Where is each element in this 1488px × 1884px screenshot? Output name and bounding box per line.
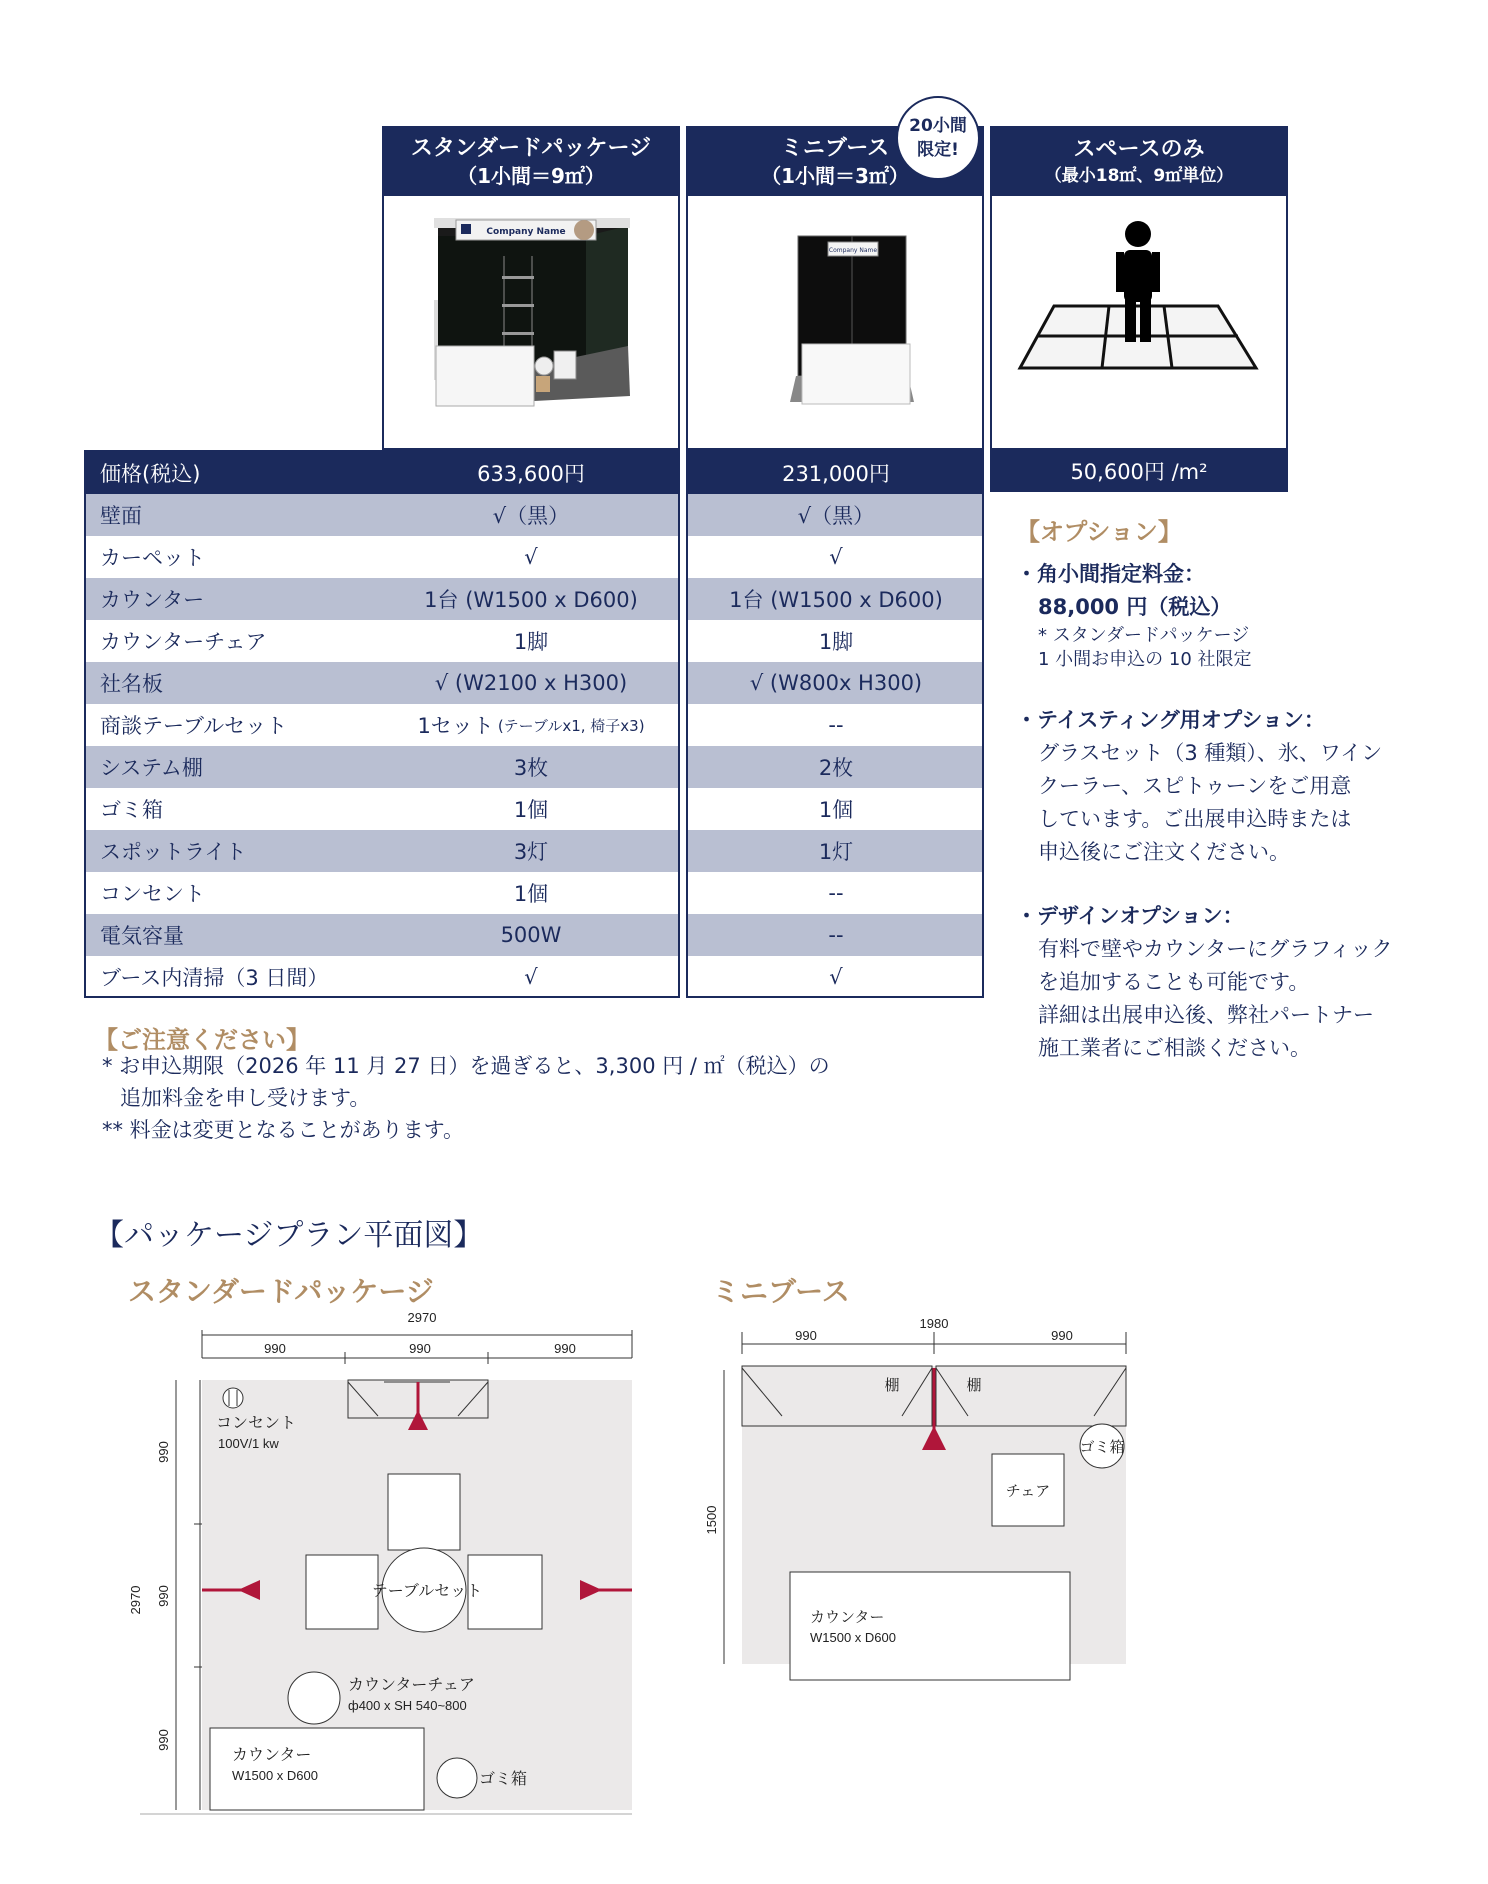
row-mini: [688, 956, 984, 998]
row-label: [84, 956, 382, 998]
row-mini: [688, 872, 984, 914]
table-row: [84, 494, 984, 536]
row-label: [84, 620, 382, 662]
table-row: [84, 914, 984, 956]
row-label: [84, 914, 382, 956]
row-mini-text: 1脚: [818, 630, 854, 654]
std-dim-s1: 990: [156, 1441, 171, 1463]
row-mini: [688, 494, 984, 536]
std-dim-s2: 990: [156, 1585, 171, 1607]
row-standard-text: 500W: [500, 923, 562, 947]
row-standard: [382, 704, 680, 746]
design-l3: 詳細は出展申込後、弊社パートナー: [1038, 1003, 1374, 1027]
corner-note1: * スタンダードパッケージ: [1038, 625, 1250, 646]
row-label: [84, 830, 382, 872]
mini-booth-title: ミニブース: [780, 136, 890, 161]
row-label: [84, 872, 382, 914]
table-row: [84, 662, 984, 704]
row-label: [84, 704, 382, 746]
table-row: [84, 872, 984, 914]
table-row: [84, 536, 984, 578]
mini-dim-b: 990: [1051, 1328, 1073, 1343]
table-row: [84, 704, 984, 746]
row-mini-text: 1個: [818, 798, 854, 822]
note-2: ** 料金は変更となることがあります。: [102, 1118, 464, 1142]
corner-note2: 1 小間お申込の 10 社限定: [1038, 649, 1252, 670]
space-only-title: スペースのみ: [1073, 137, 1205, 162]
row-label-text: ブース内清掃（3 日間）: [100, 966, 329, 990]
row-standard: [382, 578, 680, 620]
options-title: 【オプション】: [1016, 518, 1182, 546]
row-mini: [688, 620, 984, 662]
space-only-sub: （最小18㎡、9㎡単位）: [1044, 166, 1234, 186]
table-row: [84, 452, 984, 494]
row-mini-text: --: [828, 713, 844, 737]
std-outlet-spec: 100V/1 kw: [218, 1436, 279, 1451]
row-standard: [382, 452, 680, 494]
row-standard: [382, 620, 680, 662]
row-mini: [688, 452, 984, 494]
mini-floor-plan: [706, 1306, 1136, 1686]
limited-badge: [896, 96, 980, 180]
design-l2: を追加することも可能です。: [1038, 970, 1310, 994]
row-label-text: カウンターチェア: [100, 630, 267, 654]
mini-shelf1: 棚: [884, 1377, 900, 1394]
mini-dim-side: 1500: [704, 1505, 719, 1535]
mini-dim-total: 1980: [919, 1316, 949, 1331]
mini-dim-a: 990: [795, 1328, 817, 1343]
standard-sign-text: Company Name: [486, 227, 566, 237]
row-mini-text: √: [829, 965, 843, 989]
mini-trash: ゴミ箱: [1079, 1439, 1125, 1456]
row-mini: [688, 536, 984, 578]
mini-booth-sub: （1小間＝3㎡）: [761, 164, 909, 188]
row-mini: [688, 914, 984, 956]
row-standard: [382, 872, 680, 914]
row-mini: [688, 830, 984, 872]
row-label-text: システム棚: [100, 756, 203, 780]
row-mini-text: 231,000円: [782, 462, 890, 486]
row-label: [84, 578, 382, 620]
row-mini-text: 2枚: [818, 756, 854, 780]
row-label-text: 壁面: [100, 504, 142, 528]
row-standard-text: √（黒）: [492, 504, 570, 528]
row-mini-text: 1灯: [818, 840, 854, 864]
row-mini-text: √（黒）: [797, 504, 875, 528]
row-mini: [688, 788, 984, 830]
row-label-text: 価格(税込): [100, 462, 201, 486]
row-standard: [382, 536, 680, 578]
option-design: [1016, 900, 1392, 1065]
row-mini: [688, 578, 984, 620]
std-table-set-label: テーブルセット: [371, 1583, 483, 1600]
row-standard: [382, 662, 680, 704]
row-label: [84, 746, 382, 788]
space-only-header: [990, 126, 1288, 450]
note-1a: * お申込期限（2026 年 11 月 27 日）を過ぎると、3,300 円 / ㎡（税込）の: [102, 1054, 830, 1078]
mini-counter-spec: W1500 x D600: [810, 1630, 896, 1645]
row-label-text: 電気容量: [100, 924, 184, 948]
standard-plan-title: スタンダードパッケージ: [128, 1275, 434, 1308]
row-label-text: スポットライト: [100, 840, 247, 864]
std-dim-a: 990: [264, 1341, 286, 1356]
row-mini: [688, 662, 984, 704]
standard-package-sub: （1小間＝9㎡）: [457, 164, 605, 188]
note-1: [102, 1050, 830, 1146]
table-row: [84, 578, 984, 620]
std-chair-spec: ф400 x SH 540~800: [348, 1698, 467, 1713]
row-label-text: 商談テーブルセット: [100, 714, 288, 738]
tasting-l2: クーラー、スピトゥーンをご用意: [1038, 774, 1352, 798]
notes-title: 【ご注意ください】: [94, 1026, 310, 1054]
mini-chair: チェア: [1005, 1483, 1051, 1500]
mini-sign-text: Company Name: [828, 247, 878, 254]
std-outlet-label: コンセント: [216, 1415, 297, 1432]
row-label-text: ゴミ箱: [100, 798, 163, 822]
standard-package-title: スタンダードパッケージ: [410, 136, 652, 161]
std-counter-label: カウンター: [232, 1747, 312, 1764]
tasting-l3: しています。ご出展申込時または: [1038, 807, 1352, 831]
row-label: [84, 494, 382, 536]
mini-plan-title: ミニブース: [712, 1275, 850, 1308]
space-price-value: 50,600円 /m²: [1070, 460, 1208, 484]
table-row: [84, 788, 984, 830]
badge-line2: 限定!: [917, 140, 959, 160]
plans-title: 【パッケージプラン平面図】: [94, 1218, 484, 1253]
row-mini-text: 1台 (W1500 x D600): [729, 588, 943, 612]
row-standard-text: 633,600円: [477, 462, 585, 486]
standard-package-header: [382, 126, 680, 450]
design-l4: 施工業者にご相談ください。: [1038, 1036, 1311, 1060]
tasting-l4: 申込後にご注文ください。: [1038, 840, 1290, 864]
note-1b: 追加料金を申し受けます。: [120, 1086, 371, 1110]
row-standard-text: 1個: [513, 798, 549, 822]
std-trash-label: ゴミ箱: [479, 1771, 528, 1788]
mini-counter-label: カウンター: [810, 1609, 885, 1626]
row-standard: [382, 956, 680, 998]
table-row: [84, 620, 984, 662]
row-standard-text: 1個: [513, 882, 549, 906]
std-dim-c: 990: [554, 1341, 576, 1356]
row-label: [84, 662, 382, 704]
std-dim-b: 990: [409, 1341, 431, 1356]
row-standard-text: √: [524, 545, 538, 569]
row-mini: [688, 704, 984, 746]
option-corner: [1016, 558, 1252, 672]
row-label: [84, 452, 382, 494]
row-mini-text: √ (W800x H300): [749, 671, 923, 695]
table-row: [84, 830, 984, 872]
row-mini-text: √: [829, 545, 843, 569]
std-dim-total: 2970: [407, 1310, 437, 1325]
mini-booth-image: [688, 196, 982, 448]
tasting-l1: グラスセット（3 種類）、氷、ワイン: [1038, 741, 1383, 765]
row-mini-text: --: [828, 923, 844, 947]
design-l1: 有料で壁やカウンターにグラフィック: [1038, 937, 1393, 961]
row-standard-text: √ (W2100 x H300): [434, 671, 628, 695]
row-standard-text: 3灯: [513, 840, 549, 864]
row-standard: [382, 914, 680, 956]
row-label-text: カウンター: [100, 588, 205, 612]
row-standard-text: 1脚: [513, 630, 549, 654]
row-standard-text: 3枚: [513, 756, 549, 780]
row-label-text: カーペット: [100, 546, 205, 570]
row-standard: [382, 788, 680, 830]
tasting-head: ・テイスティング用オプション：: [1016, 708, 1325, 732]
row-standard: [382, 830, 680, 872]
row-label-text: コンセント: [100, 882, 205, 906]
std-chair-label: カウンターチェア: [348, 1677, 475, 1694]
std-dim-s3: 990: [156, 1729, 171, 1751]
option-tasting: [1016, 704, 1382, 869]
row-label-text: 社名板: [100, 672, 163, 696]
std-counter-spec: W1500 x D600: [232, 1768, 318, 1783]
row-standard: [382, 494, 680, 536]
person-floor-icon: [992, 196, 1286, 448]
table-row: [84, 956, 984, 998]
row-mini-text: --: [828, 881, 844, 905]
row-standard-text: √: [524, 965, 538, 989]
table-row: [84, 746, 984, 788]
standard-booth-image: [384, 196, 678, 448]
row-standard: [382, 746, 680, 788]
standard-floor-plan: [120, 1300, 650, 1820]
row-mini: [688, 746, 984, 788]
row-standard-text: 1セット: [417, 714, 494, 738]
row-standard-note: (テーブルx1, 椅子x3): [497, 716, 645, 735]
corner-price: 88,000 円（税込）: [1038, 595, 1232, 619]
space-only-price: [990, 450, 1288, 492]
corner-head: ・角小間指定料金：: [1016, 562, 1205, 586]
row-standard-text: 1台 (W1500 x D600): [424, 588, 638, 612]
row-label: [84, 536, 382, 578]
std-dim-side-total: 2970: [128, 1585, 143, 1615]
row-label: [84, 788, 382, 830]
design-head: ・デザインオプション：: [1016, 904, 1244, 928]
mini-shelf2: 棚: [966, 1377, 982, 1394]
badge-line1: 20小間: [909, 116, 967, 136]
